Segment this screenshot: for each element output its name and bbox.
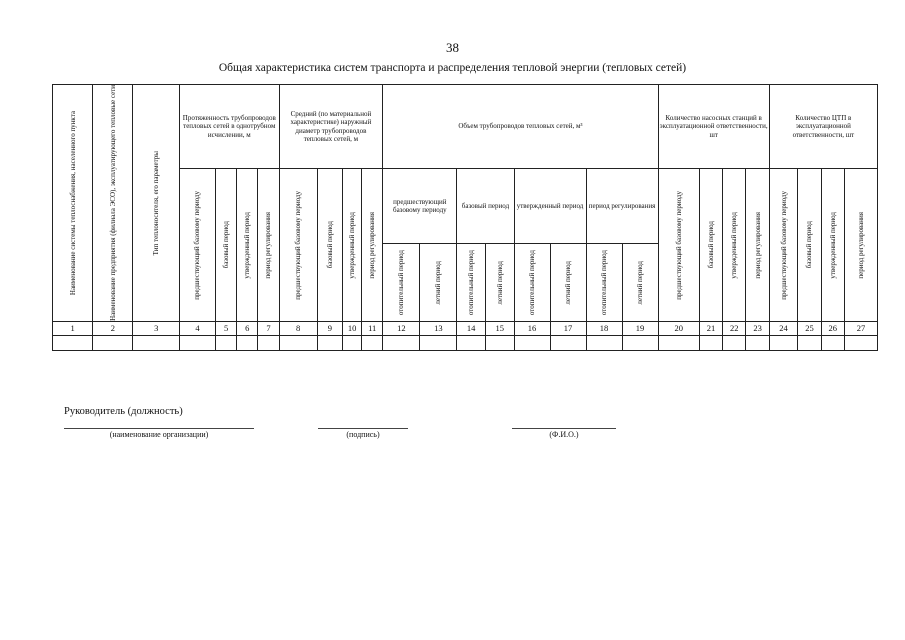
header-pumps-approved: утвержденный период <box>723 169 746 322</box>
column-number: 9 <box>317 321 342 335</box>
sign-signature-line <box>318 428 408 429</box>
fio-caption: (Ф.И.О.) <box>549 430 579 439</box>
column-number: 12 <box>383 321 420 335</box>
data-cell[interactable] <box>237 335 258 350</box>
column-number: 2 <box>93 321 133 335</box>
column-number: 10 <box>343 321 362 335</box>
org-caption: (наименование организации) <box>109 430 209 439</box>
header-system-name: Наименование системы теплоснабжения, населенного пункта <box>53 85 93 322</box>
header-enterprise-name: Наименование предприятия (филиала ЭСО), эксплуатирующего тепловые сети <box>93 85 133 322</box>
header-length-reg: период регулирования <box>258 169 279 322</box>
header-length-prev: предшествующий базовому периоду <box>180 169 216 322</box>
data-cell[interactable] <box>53 335 93 350</box>
header-diameter-base: базовый период <box>317 169 342 322</box>
column-number: 25 <box>798 321 821 335</box>
column-number: 21 <box>699 321 722 335</box>
header-volume-prev: предшествующий базовому периоду <box>383 169 457 244</box>
column-number: 11 <box>362 321 383 335</box>
data-cell[interactable] <box>362 335 383 350</box>
header-diameter-reg: период регулирования <box>362 169 383 322</box>
head-position-label: Руководитель (должность) <box>64 406 183 417</box>
header-volume-prev-summer: летний период <box>420 243 457 321</box>
data-cell[interactable] <box>485 335 514 350</box>
data-cell[interactable] <box>258 335 279 350</box>
data-cell[interactable] <box>457 335 486 350</box>
data-cell[interactable] <box>279 335 317 350</box>
column-number: 18 <box>586 321 622 335</box>
column-number: 27 <box>844 321 877 335</box>
column-number: 5 <box>216 321 237 335</box>
column-number: 4 <box>180 321 216 335</box>
header-ctp-base: базовый период <box>798 169 821 322</box>
header-ctp-prev: предшествующий базовому периоду <box>769 169 798 322</box>
column-number: 7 <box>258 321 279 335</box>
header-pumps-base: базовый период <box>699 169 722 322</box>
header-pipeline-volume: Объем трубопроводов тепловых сетей, м³ <box>383 85 658 169</box>
data-cell[interactable] <box>769 335 798 350</box>
column-number: 20 <box>658 321 699 335</box>
heat-network-table-container <box>52 84 878 333</box>
data-cell[interactable] <box>180 335 216 350</box>
column-number: 1 <box>53 321 93 335</box>
data-cell[interactable] <box>133 335 180 350</box>
document-title: Общая характеристика систем транспорта и распределения тепловой энергии (тепловых сетей) <box>218 62 687 74</box>
header-pipe-diameter: Средний (по материальной характеристике) наружный диаметр трубопроводов тепловых сетей, м <box>279 85 383 169</box>
data-cell[interactable] <box>93 335 133 350</box>
header-length-base: базовый период <box>216 169 237 322</box>
data-cell[interactable] <box>550 335 586 350</box>
page-number: 38 <box>446 40 459 55</box>
header-ctp-reg: период регулирования <box>844 169 877 322</box>
data-cell[interactable] <box>658 335 699 350</box>
header-pipeline-length: Протяженность трубопроводов тепловых сетей в однотрубном исчислении, м <box>180 85 280 169</box>
column-number: 14 <box>457 321 486 335</box>
header-volume-base-heating: отопительный период <box>457 243 486 321</box>
header-pumps-prev: предшествующий базовому периоду <box>658 169 699 322</box>
header-volume-approved-summer: летний период <box>550 243 586 321</box>
column-number: 3 <box>133 321 180 335</box>
header-ctp-approved: утвержденный период <box>821 169 844 322</box>
data-cell[interactable] <box>746 335 769 350</box>
table-row <box>53 335 878 350</box>
data-cell[interactable] <box>798 335 821 350</box>
data-cell[interactable] <box>586 335 622 350</box>
data-cell[interactable] <box>622 335 658 350</box>
header-volume-approved-heating: отопительный период <box>514 243 550 321</box>
header-volume-base-summer: летний период <box>485 243 514 321</box>
heat-network-table <box>52 84 878 351</box>
data-cell[interactable] <box>514 335 550 350</box>
header-volume-prev-heating: отопительный период <box>383 243 420 321</box>
header-coolant-type: Тип теплоносителя, его параметры <box>133 85 180 322</box>
column-number: 17 <box>550 321 586 335</box>
column-number: 26 <box>821 321 844 335</box>
header-ctp-count: Количество ЦТП в эксплуатационной ответственности, шт <box>769 85 877 169</box>
data-cell[interactable] <box>343 335 362 350</box>
sign-caption: (подпись) <box>346 430 380 439</box>
header-volume-base: базовый период <box>457 169 514 244</box>
fio-signature-line <box>512 428 616 429</box>
data-cell[interactable] <box>699 335 722 350</box>
header-diameter-prev: предшествующий базовому периоду <box>279 169 317 322</box>
data-cell[interactable] <box>216 335 237 350</box>
column-number: 19 <box>622 321 658 335</box>
data-cell[interactable] <box>844 335 877 350</box>
header-volume-reg: период регулирования <box>586 169 658 244</box>
column-number: 23 <box>746 321 769 335</box>
header-pumps-reg: период регулирования <box>746 169 769 322</box>
data-cell[interactable] <box>317 335 342 350</box>
header-pump-stations: Количество насосных станций в эксплуатационной ответственности, шт <box>658 85 769 169</box>
data-cell[interactable] <box>821 335 844 350</box>
data-cell[interactable] <box>383 335 420 350</box>
data-cell[interactable] <box>420 335 457 350</box>
data-cell[interactable] <box>723 335 746 350</box>
column-number: 6 <box>237 321 258 335</box>
header-diameter-approved: утвержденный период <box>343 169 362 322</box>
column-number: 16 <box>514 321 550 335</box>
header-volume-approved: утвержденный период <box>514 169 586 244</box>
header-volume-reg-summer: летний период <box>622 243 658 321</box>
header-volume-reg-heating: отопительный период <box>586 243 622 321</box>
column-number: 13 <box>420 321 457 335</box>
column-number: 15 <box>485 321 514 335</box>
column-number: 24 <box>769 321 798 335</box>
column-number: 8 <box>279 321 317 335</box>
org-signature-line <box>64 428 254 429</box>
header-length-approved: утвержденный период <box>237 169 258 322</box>
column-number: 22 <box>723 321 746 335</box>
